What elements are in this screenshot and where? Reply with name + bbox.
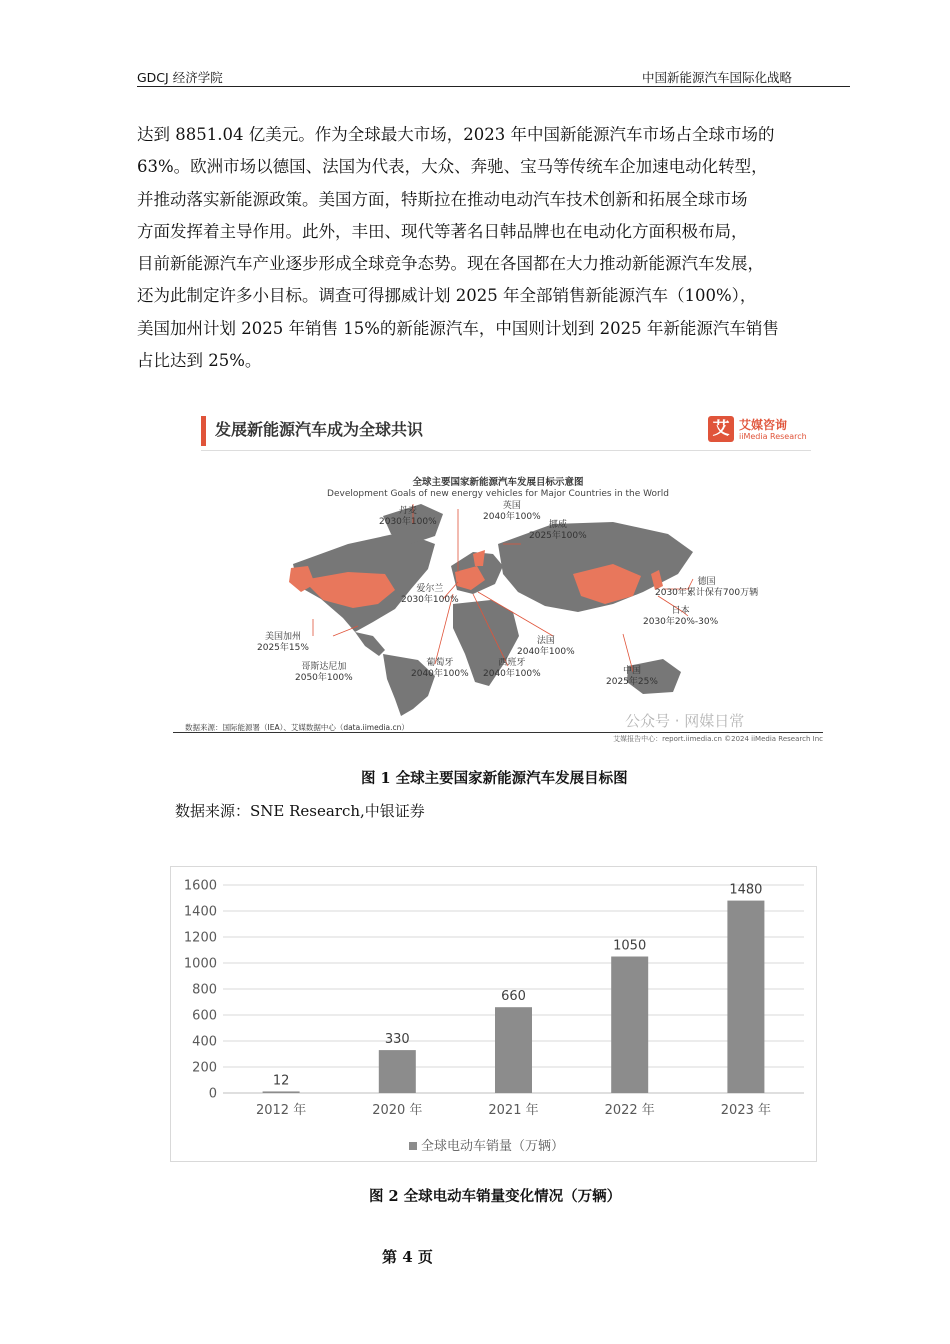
x-tick-label: 2021 年 <box>488 1103 539 1118</box>
iimedia-logo-icon: 艾 <box>708 416 734 442</box>
country-name: 日本 <box>671 606 690 616</box>
sales-chart <box>170 866 817 1162</box>
country-goal: 2040年100% <box>411 669 469 679</box>
legend-swatch <box>409 1142 417 1150</box>
label-norway <box>529 520 587 542</box>
paragraph-line: 占比达到 25%。 <box>137 351 262 371</box>
country-name: 爱尔兰 <box>416 584 444 594</box>
country-name: 中国 <box>622 666 641 676</box>
bar <box>379 1050 416 1093</box>
body-paragraph <box>137 119 853 377</box>
world-map-illustration <box>173 404 823 744</box>
page-header <box>137 66 850 87</box>
label-costarica <box>295 662 353 684</box>
figure-banner-title: 发展新能源汽车成为全球共识 <box>215 420 424 439</box>
country-name: 德国 <box>697 577 716 587</box>
legend-label: 全球电动车销量（万辆） <box>421 1139 565 1154</box>
x-tick-label: 2022 年 <box>604 1103 655 1118</box>
bar-chart-svg <box>171 867 816 1161</box>
country-name: 西班牙 <box>498 658 526 668</box>
country-goal: 2025年15% <box>257 643 309 653</box>
label-france <box>517 636 575 658</box>
label-spain <box>483 658 541 680</box>
figure2-caption: 图 2 全球电动车销量变化情况（万辆） <box>369 1188 622 1205</box>
label-ireland <box>401 584 459 606</box>
y-tick-label: 400 <box>192 1034 217 1050</box>
country-goal: 2030年100% <box>401 595 459 605</box>
figure1-caption: 图 1 全球主要国家新能源汽车发展目标图 <box>361 770 628 787</box>
bar <box>611 957 648 1094</box>
country-name: 哥斯达尼加 <box>301 662 347 672</box>
figure-world-map <box>173 404 823 744</box>
watermark: 公众号 · 网媒日常 <box>625 712 745 730</box>
country-goal: 2025年100% <box>529 531 587 541</box>
page-number: 第 4 页 <box>382 1248 433 1266</box>
divider <box>173 732 823 733</box>
paragraph-line: 还为此制定许多小目标。调查可得挪威计划 2025 年全部销售新能源汽车（100%）， <box>137 286 757 306</box>
y-tick-label: 1200 <box>183 930 217 946</box>
country-goal: 2050年100% <box>295 673 353 683</box>
paragraph-line: 63%。欧洲市场以德国、法国为代表，大众、奔驰、宝马等传统车企加速电动化转型， <box>137 157 768 177</box>
y-tick-label: 1600 <box>183 878 217 894</box>
central-america-shape <box>355 632 385 656</box>
bar <box>727 901 764 1093</box>
logo-english: iiMedia Research <box>739 432 807 441</box>
paragraph-line: 达到 8851.04 亿美元。作为全球最大市场，2023 年中国新能源汽车市场占全球市场的 <box>137 125 775 144</box>
figure-footer: 艾媒报告中心：report.iimedia.cn ©2024 iiMedia Research Inc <box>613 735 823 743</box>
country-goal: 2040年100% <box>517 647 575 657</box>
y-tick-label: 600 <box>192 1008 217 1024</box>
map-subtitle: Development Goals of new energy vehicles for Major Countries in the World <box>327 489 669 499</box>
logo-name: 艾媒咨询 <box>739 418 788 432</box>
data-label: 660 <box>501 989 526 1005</box>
country-goal: 2040年100% <box>483 669 541 679</box>
y-tick-label: 800 <box>192 982 217 998</box>
label-germany <box>655 577 758 599</box>
country-name: 美国加州 <box>264 632 301 642</box>
y-tick-label: 1400 <box>183 904 217 920</box>
header-right: 中国新能源汽车国际化战略 <box>641 70 792 85</box>
map-title: 全球主要国家新能源汽车发展目标示意图 <box>412 477 584 488</box>
paragraph-line: 目前新能源汽车产业逐步形成全球竞争态势。现在各国都在大力推动新能源汽车发展， <box>137 254 764 274</box>
data-label: 1050 <box>613 938 647 954</box>
y-tick-label: 0 <box>208 1086 217 1102</box>
x-tick-label: 2020 年 <box>372 1103 423 1118</box>
country-goal: 2040年100% <box>483 512 541 522</box>
data-label: 330 <box>384 1032 410 1048</box>
country-goal: 2030年累计保有700万辆 <box>655 588 759 598</box>
paragraph-line: 并推动落实新能源政策。美国方面，特斯拉在推动电动汽车技术创新和拓展全球市场 <box>137 189 748 209</box>
country-name: 葡萄牙 <box>426 658 454 668</box>
y-tick-label: 1000 <box>183 956 217 972</box>
country-goal: 2030年100% <box>379 517 437 527</box>
label-japan <box>643 606 718 628</box>
data-label: 1480 <box>729 882 763 898</box>
country-goal: 2025年25% <box>606 677 658 687</box>
label-china <box>606 666 658 688</box>
country-name: 英国 <box>502 501 521 511</box>
figure-source: 数据来源：国际能源署（IEA）、艾媒数据中心（data.iimedia.cn） <box>185 723 409 732</box>
paragraph-line: 美国加州计划 2025 年销售 15%的新能源汽车，中国则计划到 2025 年新能源汽车销售 <box>137 318 779 338</box>
bar <box>263 1091 300 1093</box>
label-denmark <box>379 506 437 528</box>
label-california <box>257 632 309 654</box>
label-portugal <box>411 658 469 680</box>
paragraph-line: 方面发挥着主导作用。此外，丰田、现代等著名日韩品牌也在电动化方面积极布局， <box>137 221 748 241</box>
x-tick-label: 2023 年 <box>720 1103 772 1118</box>
header-left: GDCJ 经济学院 <box>137 70 223 85</box>
source-note: 数据来源：SNE Research,中银证券 <box>175 802 425 820</box>
data-label: 12 <box>272 1073 290 1089</box>
y-tick-label: 200 <box>192 1060 217 1076</box>
country-name: 法国 <box>536 636 555 646</box>
country-name: 丹麦 <box>398 506 417 516</box>
x-tick-label: 2012 年 <box>255 1103 307 1118</box>
country-name: 挪威 <box>548 520 567 530</box>
country-goal: 2030年20%-30% <box>643 617 719 627</box>
bar <box>495 1007 532 1093</box>
